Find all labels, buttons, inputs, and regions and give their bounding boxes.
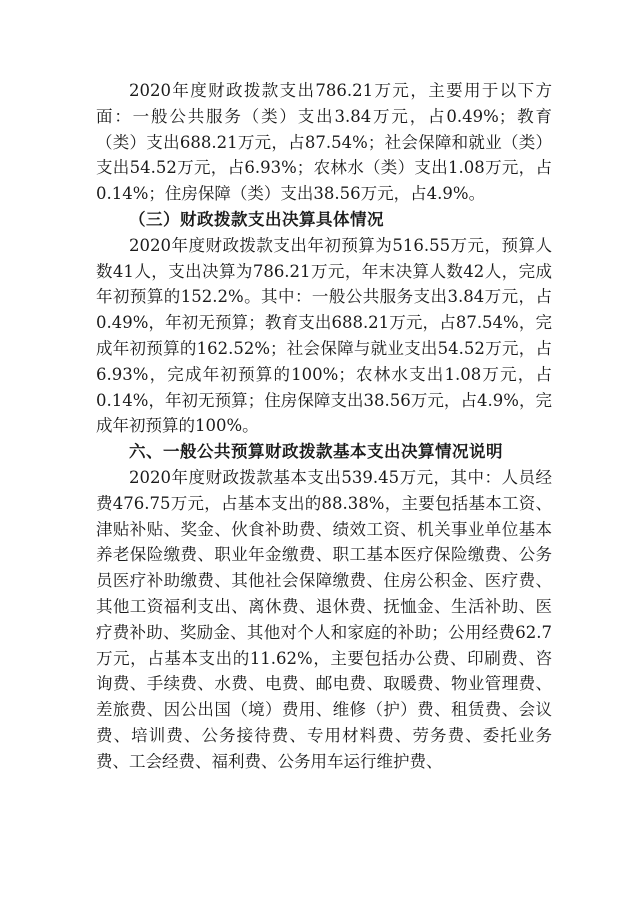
document-body [96, 78, 552, 775]
heading-section-6: 六、一般公共预算财政拨款基本支出决算情况说明 [129, 442, 503, 462]
paragraph-expenditure-summary: 2020年度财政拨款支出786.21万元，主要用于以下方面：一般公共服务（类）支出3.84万元，占0.49%；教育（类）支出688.21万元，占87.54%；社会保障和就业（类）支出54.52万元，占6.93%；农林水（类）支出1.08万元，占0.14%；住房保障（类）支出38.56万元，占4.9%。 [96, 81, 552, 204]
paragraph-basic-expenditure: 2020年度财政拨款基本支出539.45万元，其中：人员经费476.75万元，占基本支出的88.38%，主要包括基本工资、津贴补贴、奖金、伙食补助费、绩效工资、机关事业单位基本养老保险缴费、职业年金缴费、职工基本医疗保险缴费、公务员医疗补助缴费、其他社会保障缴费、住房公积金、医疗费、其他工资福利支出、离休费、退休费、抚恤金、生活补助、医疗费补助、奖励金、其他对个人和家庭的补助；公用经费62.7万元，占基本支出的11.62%，主要包括办公费、印刷费、咨询费、手续费、水费、电费、邮电费、取暖费、物业管理费、差旅费、因公出国（境）费用、维修（护）费、租赁费、会议费、培训费、公务接待费、专用材料费、劳务费、委托业务费、工会经费、福利费、公务用车运行维护费、 [96, 467, 552, 771]
paragraph-expenditure-details: 2020年度财政拨款支出年初预算为516.55万元，预算人数41人，支出决算为786.21万元，年末决算人数42人，完成年初预算的152.2%。其中：一般公共服务支出3.84万元，占0.49%，年初无预算；教育支出688.21万元，占87.54%，完成年初预算的162.52%；社会保障与就业支出54.52万元，占6.93%，完成年初预算的100%；农林水支出1.08万元，占0.14%，年初无预算；住房保障支出38.56万元，占4.9%，完成年初预算的100%。 [96, 235, 552, 436]
heading-section-3: （三）财政拨款支出决算具体情况 [129, 209, 384, 229]
